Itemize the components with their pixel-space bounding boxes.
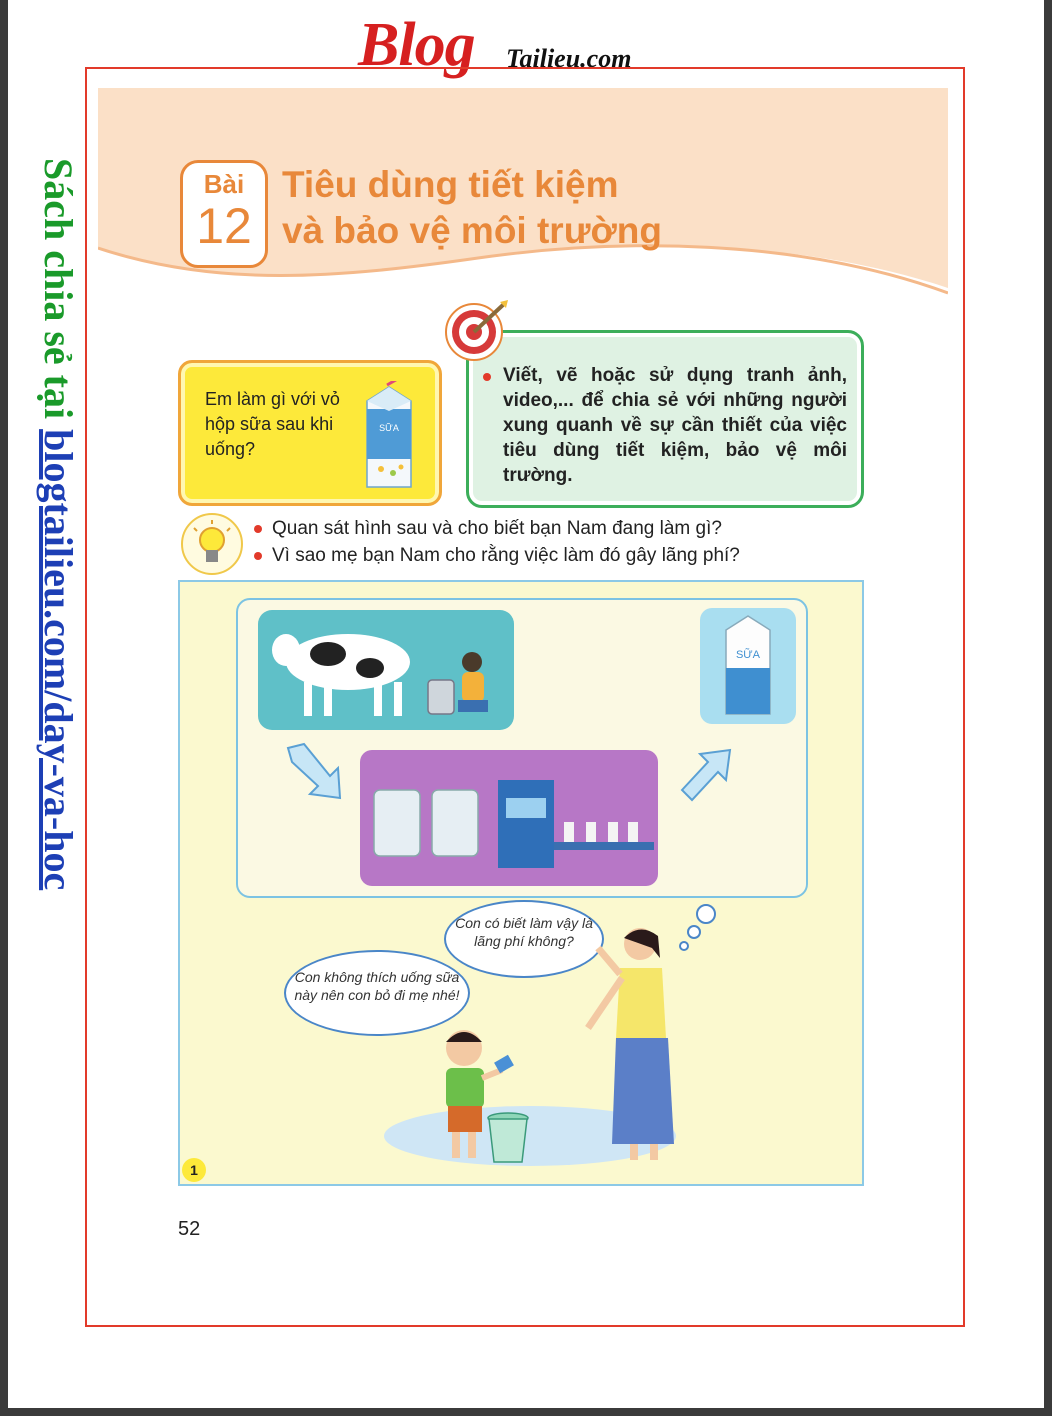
carton-label: SỮA [379,423,399,433]
mother-speech-text: Con có biết làm vậy là lãng phí không? [455,915,593,949]
lesson-badge-word: Bài [203,169,245,199]
lightbulb-icon [180,512,244,576]
bullet-icon [254,525,262,533]
lesson-title-line2: và bảo vệ môi trường [282,210,663,251]
cow-icon [258,610,514,730]
discover-question-2 [254,545,740,567]
milk-label: SỮA [735,649,761,661]
factory-scene [360,750,658,886]
objective-text: Viết, vẽ hoặc sử dụng tranh ảnh, video,... để chia sẻ với những người xung quanh về sự cần thiết của việc tiêu dùng tiết kiệm, bảo vệ môi trường. [503,365,847,486]
discover-question-1 [254,518,722,540]
discover-question-2-text: Vì sao mẹ bạn Nam cho rằng việc làm đó gây lãng phí? [272,545,740,566]
milk-carton-icon [361,381,417,491]
milk-carton-scene [700,608,796,724]
bullet-icon [483,373,491,381]
trash-bin-icon [486,1112,530,1164]
figure-number: 1 [182,1158,206,1182]
child-speech-text: Con không thích uống sữa này nên con bỏ đi mẹ nhé! [294,969,460,1003]
lesson-title [282,162,662,254]
discover-question-1-text: Quan sát hình sau và cho biết bạn Nam đang làm gì? [272,518,722,539]
mother-figure [580,918,700,1168]
lesson-badge-number: 12 [196,198,252,254]
lesson-title-line1: Tiêu dùng tiết kiệm [282,164,619,205]
warmup-box [178,360,442,506]
milk-production-flow [236,598,808,898]
logo-domain-text: Tailieu.com [506,44,632,73]
logo-blog-text: Blog [358,11,475,79]
factory-icon [360,750,658,886]
milk-carton-icon [700,608,796,724]
side-watermark-link[interactable]: blogtailieu.com/day-va-hoc [36,429,81,891]
warmup-question: Em làm gì với vỏ hộp sữa sau khi uống? [205,389,340,459]
side-watermark-prefix: Sách chia sẻ tại [36,158,81,430]
arrow-up-right-icon [678,746,734,802]
target-icon [444,300,510,362]
objective-box [466,330,864,508]
illustration-panel [178,580,864,1186]
cow-milking-scene [258,610,514,730]
side-watermark [36,158,90,1018]
page-number: 52 [178,1218,201,1240]
lesson-badge [180,160,268,268]
bullet-icon [254,552,262,560]
arrow-down-right-icon [284,742,344,802]
